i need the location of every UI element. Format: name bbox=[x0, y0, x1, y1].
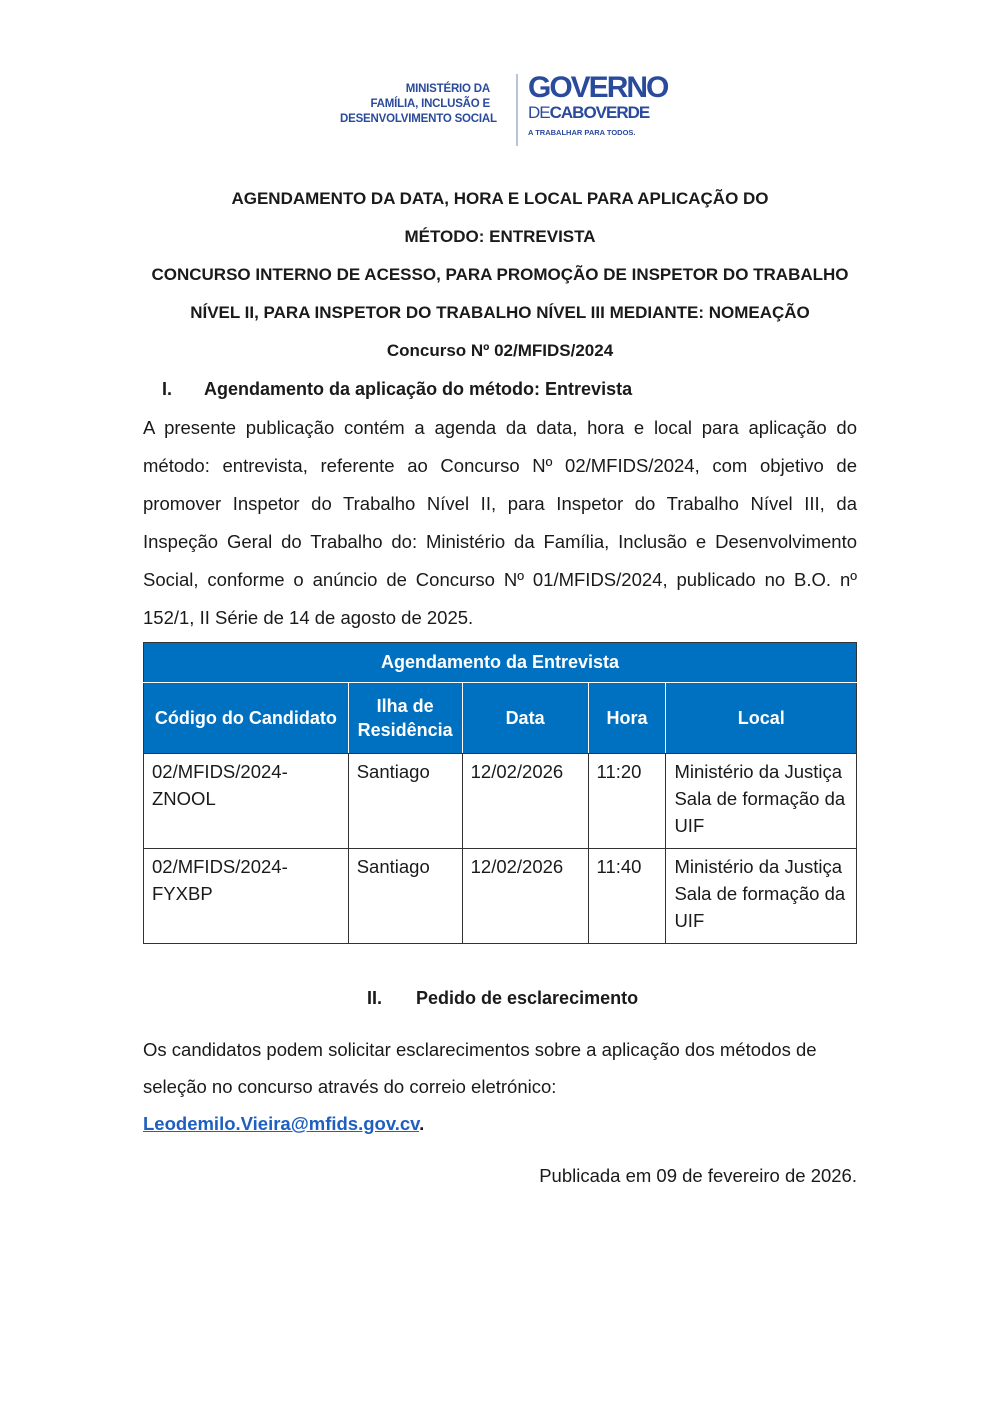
cv-word: CABOVERDE bbox=[549, 103, 650, 122]
email-line bbox=[143, 1113, 424, 1135]
table-row bbox=[144, 849, 857, 944]
cell-location: Ministério da Justiça Sala de formação da UIF bbox=[666, 754, 857, 849]
cell-island: Santiago bbox=[348, 754, 462, 849]
paragraph-line: Inspeção Geral do Trabalho do: Ministério da Família, Inclusão e Desenvolvimento bbox=[143, 531, 857, 552]
table-caption: Agendamento da Entrevista bbox=[144, 643, 857, 683]
cell-candidate-code: 02/MFIDS/2024-ZNOOL bbox=[144, 754, 349, 849]
ministry-line: MINISTÉRIO DA bbox=[405, 83, 490, 95]
paragraph-line: método: entrevista, referente ao Concurso Nº 02/MFIDS/2024, com objetivo de bbox=[143, 455, 857, 476]
ministry-line: DESENVOLVIMENTO SOCIAL bbox=[340, 113, 497, 125]
ministry-logo-text bbox=[340, 82, 497, 127]
email-period: . bbox=[419, 1113, 425, 1134]
section-2-number: II. bbox=[367, 988, 383, 1008]
contact-email-link[interactable]: Leodemilo.Vieira@mfids.gov.cv bbox=[143, 1113, 420, 1134]
paragraph-line: A presente publicação contém a agenda da data, hora e local para aplicação do bbox=[143, 417, 857, 438]
column-header-time: Hora bbox=[588, 683, 666, 754]
heading-line-2: MÉTODO: ENTREVISTA bbox=[404, 227, 596, 246]
contest-number: Concurso Nº 02/MFIDS/2024 bbox=[386, 341, 614, 360]
column-header-island: Ilha de Residência bbox=[348, 683, 462, 754]
table-header-row bbox=[144, 683, 857, 754]
gov-word: GOVERNO bbox=[528, 71, 668, 104]
cell-candidate-code: 02/MFIDS/2024-FYXBP bbox=[144, 849, 349, 944]
cell-date: 12/02/2026 bbox=[462, 849, 588, 944]
table-caption-row bbox=[144, 643, 857, 683]
logo-separator bbox=[516, 74, 518, 146]
interview-schedule-table bbox=[143, 642, 857, 944]
section-2-title bbox=[367, 987, 638, 1009]
logo-tagline: A TRABALHAR PARA TODOS. bbox=[528, 128, 636, 137]
paragraph-line: 152/1, II Série de 14 de agosto de 2025. bbox=[143, 607, 474, 628]
cell-date: 12/02/2026 bbox=[462, 754, 588, 849]
cell-time: 11:40 bbox=[588, 849, 666, 944]
paragraph-line: Social, conforme o anúncio de Concurso Nº 01/MFIDS/2024, publicado no B.O. nº bbox=[143, 569, 857, 590]
cell-time: 11:20 bbox=[588, 754, 666, 849]
paragraph-line: promover Inspetor do Trabalho Nível II, para Inspetor do Trabalho Nível III, da bbox=[143, 493, 857, 514]
section-2-label: Pedido de esclarecimento bbox=[416, 988, 639, 1008]
cell-island: Santiago bbox=[348, 849, 462, 944]
de-word: DE bbox=[528, 103, 550, 122]
government-logo bbox=[528, 71, 668, 137]
column-header-location: Local bbox=[666, 683, 857, 754]
heading-line-3: CONCURSO INTERNO DE ACESSO, PARA PROMOÇÃO DE INSPETOR DO TRABALHO bbox=[151, 265, 849, 284]
heading-line-1: AGENDAMENTO DA DATA, HORA E LOCAL PARA APLICAÇÃO DO bbox=[231, 189, 769, 208]
column-header-date: Data bbox=[462, 683, 588, 754]
heading-line-4: NÍVEL II, PARA INSPETOR DO TRABALHO NÍVEL III MEDIANTE: NOMEAÇÃO bbox=[190, 303, 810, 322]
table-row bbox=[144, 754, 857, 849]
ministry-line: FAMÍLIA, INCLUSÃO E bbox=[370, 98, 490, 110]
cell-location: Ministério da Justiça Sala de formação da UIF bbox=[666, 849, 857, 944]
header-logo bbox=[340, 71, 668, 152]
clarification-line-1: Os candidatos podem solicitar esclarecimentos sobre a aplicação dos métodos de bbox=[143, 1039, 817, 1060]
clarification-line-2: seleção no concurso através do correio eletrónico: bbox=[143, 1076, 557, 1097]
section-1-label: Agendamento da aplicação do método: Entrevista bbox=[204, 379, 633, 399]
cv-line bbox=[528, 104, 648, 122]
column-header-candidate-code: Código do Candidato bbox=[144, 683, 349, 754]
publication-date: Publicada em 09 de fevereiro de 2026. bbox=[539, 1165, 857, 1186]
section-1-number: I. bbox=[162, 379, 173, 399]
section-1-title bbox=[162, 378, 632, 400]
